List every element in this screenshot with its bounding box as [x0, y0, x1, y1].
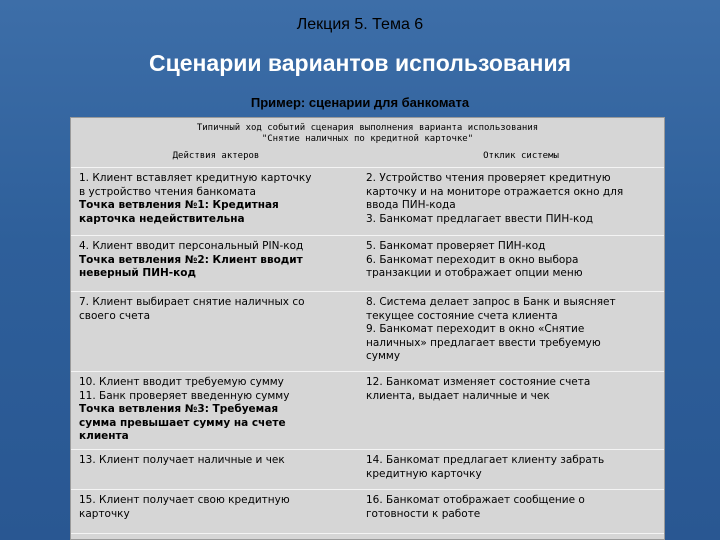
- actor-step-text: 13. Клиент получает наличные и чек: [79, 454, 285, 466]
- system-step-text: кредитную карточку: [366, 467, 482, 480]
- system-step-text: транзакции и отображает опции меню: [366, 267, 583, 279]
- system-response-cell: [358, 450, 664, 489]
- branch-point-text: клиента: [79, 430, 129, 442]
- system-step-text: 14. Банкомат предлагает клиенту забрать: [366, 454, 605, 466]
- actor-action-cell: [71, 450, 358, 489]
- slide-subtitle: Пример: сценарии для банкомата: [250, 95, 470, 110]
- system-step-text: 8. Система делает запрос в Банк и выясняет: [366, 296, 616, 308]
- table-row: [71, 236, 664, 292]
- system-response-cell: [358, 292, 664, 371]
- actor-action-cell: [71, 292, 358, 371]
- system-step-text: 5. Банкомат проверяет ПИН-код: [366, 240, 546, 252]
- lecture-label: Лекция 5. Тема 6: [296, 16, 424, 33]
- table-row: [71, 372, 664, 450]
- actor-step-text: 1. Клиент вставляет кредитную карточку: [79, 172, 312, 184]
- actor-step-text: 11. Банк проверяет введенную сумму: [79, 389, 290, 402]
- system-step-text: клиента, выдает наличные и чек: [366, 389, 550, 402]
- actor-action-cell: [71, 372, 358, 449]
- system-step-text: наличных» предлагает ввести требуемую: [366, 336, 601, 349]
- system-step-text: сумму: [366, 350, 401, 362]
- actor-action-cell: [71, 236, 358, 291]
- system-response-cell: [358, 490, 664, 533]
- system-step-text: ввода ПИН-кода: [366, 199, 456, 211]
- branch-point-text: Точка ветвления №1: Кредитная: [79, 199, 279, 211]
- system-response-cell: [358, 168, 664, 235]
- system-response-cell: [358, 372, 664, 449]
- system-step-text: 16. Банкомат отображает сообщение о: [366, 494, 585, 506]
- actor-step-text: 15. Клиент получает свою кредитную: [79, 494, 290, 506]
- actor-action-cell: [71, 168, 358, 235]
- scenario-table: [70, 117, 665, 540]
- system-step-text: 12. Банкомат изменяет состояние счета: [366, 376, 591, 388]
- actor-step-text: 10. Клиент вводит требуемую сумму: [79, 376, 284, 388]
- column-header-system: Отклик системы: [483, 151, 559, 161]
- actor-action-cell: [71, 490, 358, 533]
- branch-point-text: Точка ветвления №2: Клиент вводит: [79, 253, 303, 266]
- system-response-cell: [358, 236, 664, 291]
- system-step-text: 3. Банкомат предлагает ввести ПИН-код: [366, 212, 594, 225]
- branch-point-text: сумма превышает сумму на счете: [79, 416, 286, 429]
- actor-step-text: карточку: [79, 507, 130, 520]
- column-header-actors: Действия актеров: [172, 151, 260, 161]
- slide-title: Сценарии вариантов использования: [148, 50, 572, 76]
- system-step-text: готовности к работе: [366, 507, 481, 520]
- table-header-row: [71, 145, 664, 167]
- table-body: [71, 167, 664, 534]
- branch-point-text: Точка ветвления №3: Требуемая: [79, 403, 279, 415]
- system-step-text: 2. Устройство чтения проверяет кредитную: [366, 172, 611, 184]
- system-step-text: карточку и на мониторе отражается окно для: [366, 185, 624, 198]
- actor-step-text: своего счета: [79, 309, 151, 322]
- system-step-text: 6. Банкомат переходит в окно выбора: [366, 253, 579, 266]
- system-step-text: текущее состояние счета клиента: [366, 309, 558, 322]
- table-row: [71, 490, 664, 534]
- branch-point-text: неверный ПИН-код: [79, 267, 196, 279]
- actor-step-text: в устройство чтения банкомата: [79, 185, 256, 198]
- table-row: [71, 450, 664, 490]
- table-caption: Типичный ход событий сценария выполнения варианта использования "Снятие наличных по кредитной карточке": [196, 123, 539, 144]
- table-row: [71, 292, 664, 372]
- actor-step-text: 7. Клиент выбирает снятие наличных со: [79, 296, 305, 308]
- branch-point-text: карточка недействительна: [79, 212, 245, 225]
- system-step-text: 9. Банкомат переходит в окно «Снятие: [366, 323, 585, 335]
- actor-step-text: 4. Клиент вводит персональный PIN-код: [79, 240, 304, 252]
- table-row: [71, 168, 664, 236]
